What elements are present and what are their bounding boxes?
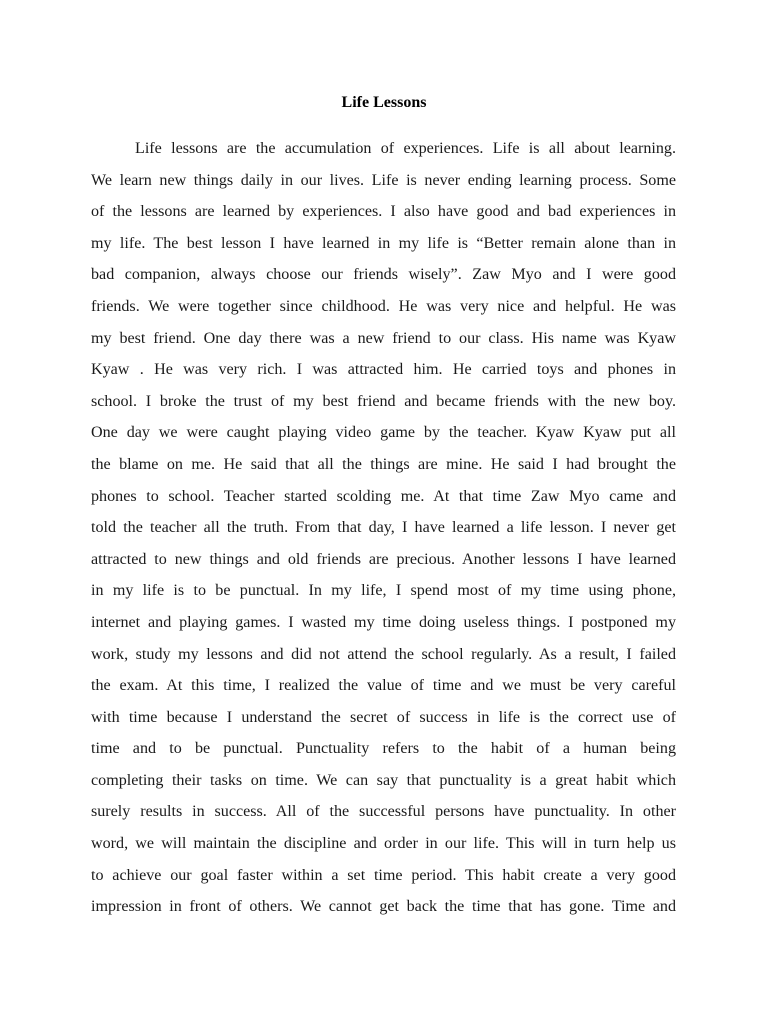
text-line: surely results in success. All of the successful persons have punctuality. In other	[91, 803, 676, 821]
text-line: We learn new things daily in our lives. Life is never ending learning process. Some	[91, 171, 676, 189]
text-line: friends. We were together since childhood. He was very nice and helpful. He was	[91, 297, 676, 315]
document-body	[91, 133, 676, 923]
text-line: school. I broke the trust of my best friend and became friends with the new boy.	[91, 392, 676, 410]
text-line: Kyaw . He was very rich. I was attracted him. He carried toys and phones in	[91, 361, 676, 379]
text-line: the exam. At this time, I realized the value of time and we must be very careful	[91, 677, 676, 695]
text-line: completing their tasks on time. We can say that punctuality is a great habit which	[91, 771, 676, 789]
text-line: time and to be punctual. Punctuality refers to the habit of a human being	[91, 740, 676, 758]
text-line: One day we were caught playing video game by the teacher. Kyaw Kyaw put all	[91, 424, 676, 442]
text-line: in my life is to be punctual. In my life, I spend most of my time using phone,	[91, 582, 676, 600]
text-line: Life lessons are the accumulation of experiences. Life is all about learning.	[135, 140, 676, 157]
text-line: attracted to new things and old friends are precious. Another lessons I have learned	[91, 550, 676, 568]
text-line: the blame on me. He said that all the things are mine. He said I had brought the	[91, 455, 676, 473]
text-line: with time because I understand the secret of success in life is the correct use of	[91, 708, 676, 726]
text-line: internet and playing games. I wasted my time doing useless things. I postponed my	[91, 613, 676, 631]
text-line: phones to school. Teacher started scolding me. At that time Zaw Myo came and	[91, 487, 676, 505]
text-line: told the teacher all the truth. From that day, I have learned a life lesson. I never get	[91, 519, 676, 537]
text-line: my best friend. One day there was a new friend to our class. His name was Kyaw	[91, 329, 676, 347]
text-line: work, study my lessons and did not attend the school regularly. As a result, I failed	[91, 645, 676, 663]
document-title: Life Lessons	[341, 94, 427, 111]
text-line: to achieve our goal faster within a set time period. This habit create a very good	[91, 866, 676, 884]
text-line: bad companion, always choose our friends wisely”. Zaw Myo and I were good	[91, 266, 676, 284]
text-line: my life. The best lesson I have learned in my life is “Better remain alone than in	[91, 234, 676, 252]
text-line: of the lessons are learned by experiences. I also have good and bad experiences in	[91, 203, 676, 221]
text-line: impression in front of others. We cannot get back the time that has gone. Time and	[91, 898, 676, 916]
text-line: word, we will maintain the discipline and order in our life. This will in turn help us	[91, 835, 676, 853]
